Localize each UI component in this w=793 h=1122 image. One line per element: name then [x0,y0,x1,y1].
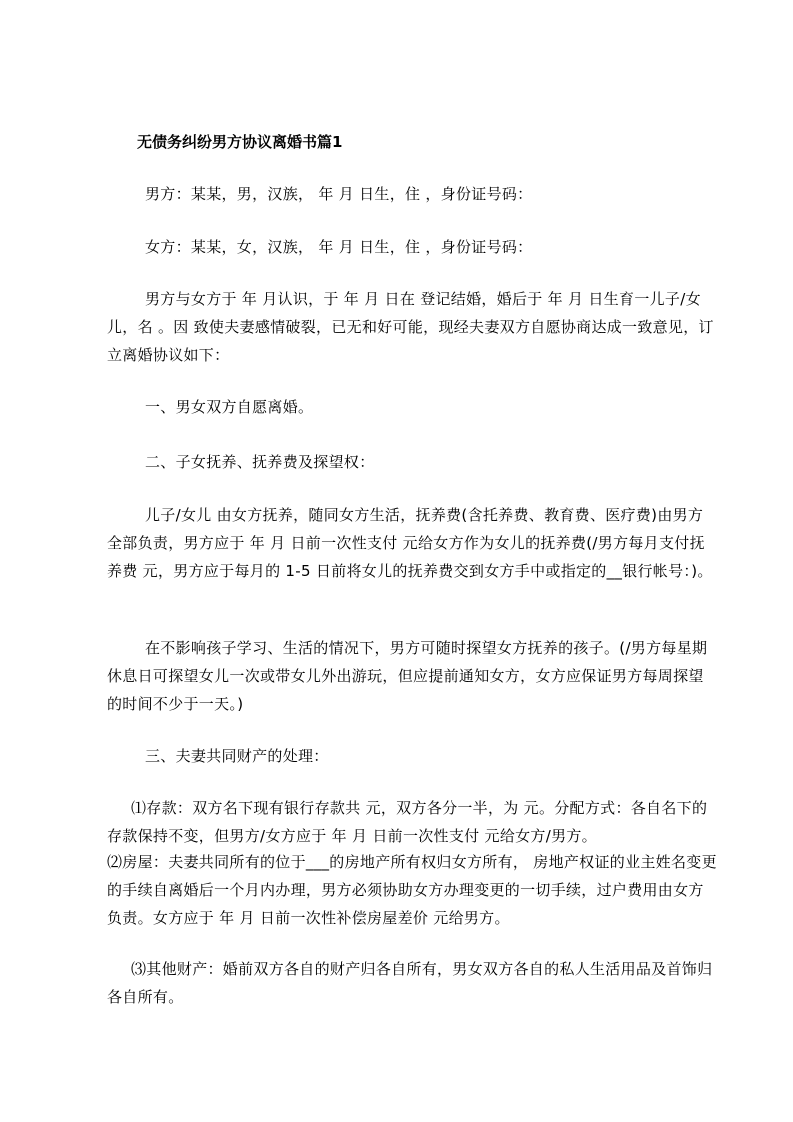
paragraph-clause-1: 一、男女双方自愿离婚。 [145,398,314,416]
paragraph-clause-2: 二、子女抚养、抚养费及探望权： [145,453,375,471]
paragraph-clause-3: 三、夫妻共同财产的处理： [145,747,329,765]
document-title: 无债务纠纷男方协议离婚书篇1 [137,133,343,151]
paragraph-deposits: ⑴存款：双方名下现有银行存款共 元，双方各分一半，为 元。分配方式：各自名下的存款保持不变，但男方/女方应于 年 月 日前一次性支付 元给女方/男方。 [107,799,708,845]
paragraph-visitation: 在不影响孩子学习、生活的情况下，男方可随时探望女方抚养的孩子。(/男方每星期休息日可探望女儿一次或带女儿外出游玩，但应提前通知女方，女方应保证男方每周探望的时间不少于一天。) [107,639,708,713]
paragraph-child-support: 儿子/女儿 由女方抚养，随同女方生活，抚养费(含托养费、教育费、医疗费)由男方全部负责，男方应于 年 月 日前一次性支付 元给女方作为女儿的抚养费(/男方每月支付抚养费 元，男方应于每月的 1-5 日前将女儿的抚养费交到女方手中或指定的__银行帐号：)。 [107,506,713,580]
paragraph-other-property: ⑶其他财产：婚前双方各自的财产归各自所有，男女双方各自的私人生活用品及首饰归各自所有。 [107,960,713,1006]
paragraph-background: 男方与女方于 年 月认识，于 年 月 日在 登记结婚，婚后于 年 月 日生育一儿子/女儿，名 。因 致使夫妻感情破裂，已无和好可能，现经夫妻双方自愿协商达成一致意见，订立离婚协议如下： [107,290,714,364]
paragraph-house: ⑵房屋：夫妻共同所有的位于___的房地产所有权归女方所有， 房地产权证的业主姓名变更的手续自离婚后一个月内办理，男方必须协助女方办理变更的一切手续，过户费用由女方负责。女方应于 年 月 日前一次性补偿房屋差价 元给男方。 [107,853,717,927]
paragraph-male-party: 男方：某某，男，汉族， 年 月 日生，住 ，身份证号码： [145,185,533,203]
paragraph-female-party: 女方：某某，女，汉族， 年 月 日生，住 ，身份证号码： [145,238,533,256]
